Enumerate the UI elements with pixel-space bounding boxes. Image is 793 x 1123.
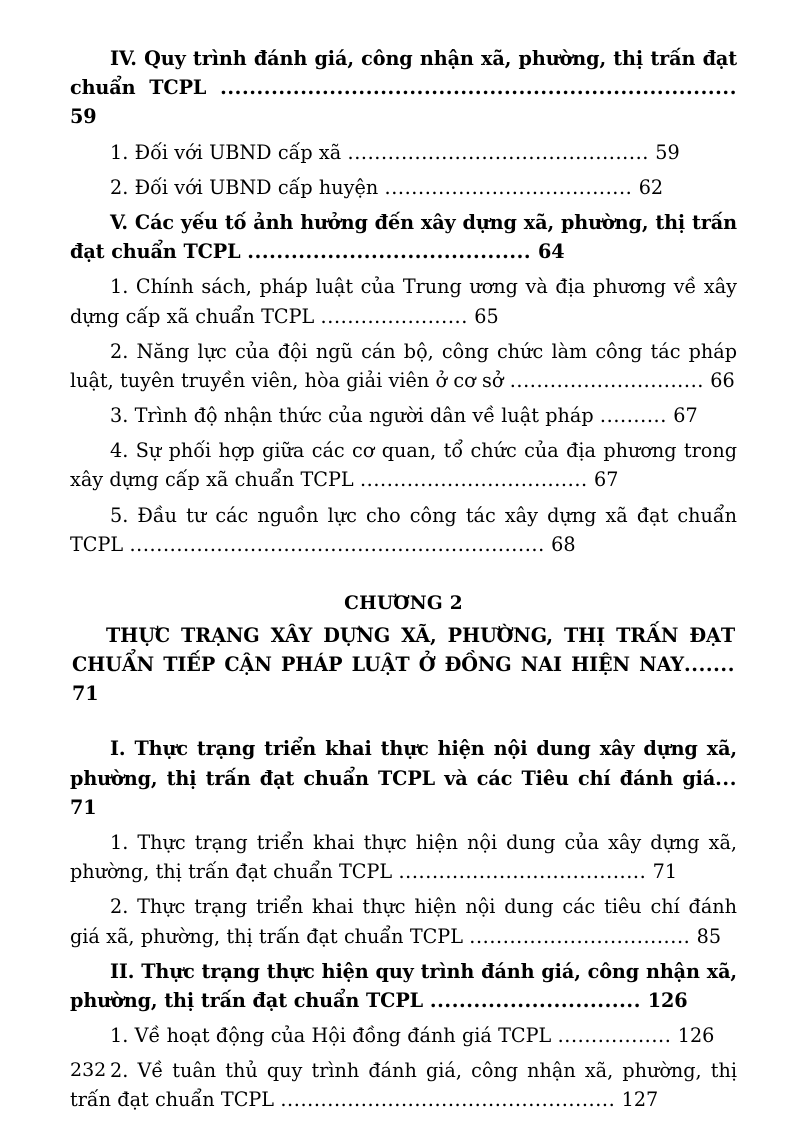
toc-page-number: 59 (70, 105, 97, 129)
toc-leader: ... (715, 766, 737, 790)
toc-leader: ................. (557, 1024, 672, 1048)
toc-leader: .................................................. (280, 1088, 616, 1112)
toc-page-number: 67 (673, 404, 698, 428)
toc-entry-text: I. Thực trạng triển khai thực hiện nội dung xây dựng xã, phường, thị trấn đạt chuẩn TCPL và các Tiêu chí đánh giá (70, 737, 737, 790)
toc-entry-text: 1. Chính sách, pháp luật của Trung ương và địa phương về xây dựng cấp xã chuẩn TCPL (70, 275, 737, 328)
toc-entry-text: 4. Sự phối hợp giữa các cơ quan, tổ chức của địa phương trong xây dựng cấp xã chuẩn TCPL (70, 439, 737, 492)
toc-page-number: 59 (655, 140, 680, 164)
toc-leader: ...................... (320, 304, 468, 328)
toc-page-number: 71 (652, 860, 678, 884)
toc-entry-text: 1. Về hoạt động của Hội đồng đánh giá TCPL (110, 1024, 552, 1048)
toc-leader: .............................................................. (129, 532, 545, 556)
toc-leader: .................................. (359, 468, 588, 492)
chapter-label: CHƯƠNG 2 (344, 593, 463, 614)
toc-entry (70, 436, 737, 494)
page-folio: 232 (70, 1059, 107, 1081)
toc-entry-text: 1. Thực trạng triển khai thực hiện nội dung của xây dựng xã, phường, thị trấn đạt chuẩn TCPL (70, 830, 737, 884)
chapter-title (70, 622, 737, 651)
toc-entry (70, 957, 737, 1015)
toc-entry (70, 734, 737, 822)
toc-page-number: 127 (621, 1088, 659, 1112)
toc-entry-text: 2. Đối với UBND cấp huyện (110, 175, 379, 199)
toc-page-number: 67 (594, 468, 619, 492)
toc-leader: ..................................... (398, 860, 647, 884)
toc-entry (70, 208, 737, 266)
chapter-title-continued (70, 651, 737, 709)
toc-entry (70, 1021, 737, 1050)
toc-entry-text: IV. Quy trình đánh giá, công nhận xã, phường, thị trấn đạt chuẩn TCPL (70, 47, 737, 100)
toc-entry (70, 44, 737, 132)
toc-entry-text: 2. Thực trạng triển khai thực hiện nội dung các tiêu chí đánh giá xã, phường, thị trấn đạt chuẩn TCPL (70, 895, 737, 948)
toc-entry (70, 138, 737, 167)
toc-page-number: 66 (710, 368, 735, 392)
toc-entry-text: 5. Đầu tư các nguồn lực cho công tác xây dựng xã đạt chuẩn TCPL (70, 503, 737, 556)
toc-entry-text: 2. Về tuân thủ quy trình đánh giá, công nhận xã, phường, thị trấn đạt chuẩn TCPL (70, 1059, 737, 1112)
toc-entry (70, 173, 737, 202)
toc-page-number: 62 (638, 175, 664, 199)
toc-leader: ..................................... (384, 175, 633, 199)
toc-leader: ............................. (429, 988, 641, 1012)
toc-leader: ....................................... (247, 240, 532, 264)
toc-entry-text: 2. Năng lực của đội ngũ cán bộ, công chức làm công tác pháp luật, tuyên truyền viên, hòa giải viên ở cơ sở (70, 339, 737, 392)
toc-entry-text: 3. Trình độ nhận thức của người dân về luật pháp (110, 404, 594, 428)
toc-entry-text: V. Các yếu tố ảnh hưởng đến xây dựng xã, phường, thị trấn đạt chuẩn TCPL (70, 210, 737, 264)
toc-entry (70, 501, 737, 559)
toc-leader: ............................. (509, 368, 704, 392)
toc-page-number: 65 (474, 304, 499, 328)
toc-entry (70, 401, 737, 430)
toc-page-number: 126 (647, 988, 688, 1012)
toc-entry (70, 828, 737, 886)
toc-leader: ................................. (469, 924, 691, 948)
toc-leader: ....................................................................... (220, 76, 737, 100)
chapter-title-line1: THỰC TRẠNG XÂY DỰNG XÃ, PHƯỜNG, THỊ TRẤN ĐẠT (106, 624, 735, 647)
table-of-contents (70, 44, 737, 1115)
toc-page-number: 71 (72, 681, 99, 705)
toc-page-number: 64 (538, 240, 565, 264)
chapter-title-line2: CHUẨN TIẾP CẬN PHÁP LUẬT Ở ĐỒNG NAI HIỆN NAY (72, 652, 685, 676)
toc-page-number: 85 (696, 924, 722, 948)
toc-entry (70, 1056, 737, 1114)
toc-entry (70, 272, 737, 330)
toc-entry (70, 337, 737, 395)
toc-leader: .......... (599, 404, 667, 428)
chapter-heading-block (70, 593, 737, 708)
toc-page-number: 71 (70, 795, 97, 819)
toc-entry-text: 1. Đối với UBND cấp xã (110, 140, 342, 164)
toc-entry (70, 892, 737, 950)
toc-leader: ....... (684, 652, 735, 676)
toc-page-number: 126 (677, 1024, 715, 1048)
toc-entry-text: II. Thực trạng thực hiện quy trình đánh giá, công nhận xã, phường, thị trấn đạt chuẩn TCPL (70, 959, 737, 1012)
toc-page-number: 68 (551, 532, 576, 556)
toc-leader: ............................................. (347, 140, 649, 164)
